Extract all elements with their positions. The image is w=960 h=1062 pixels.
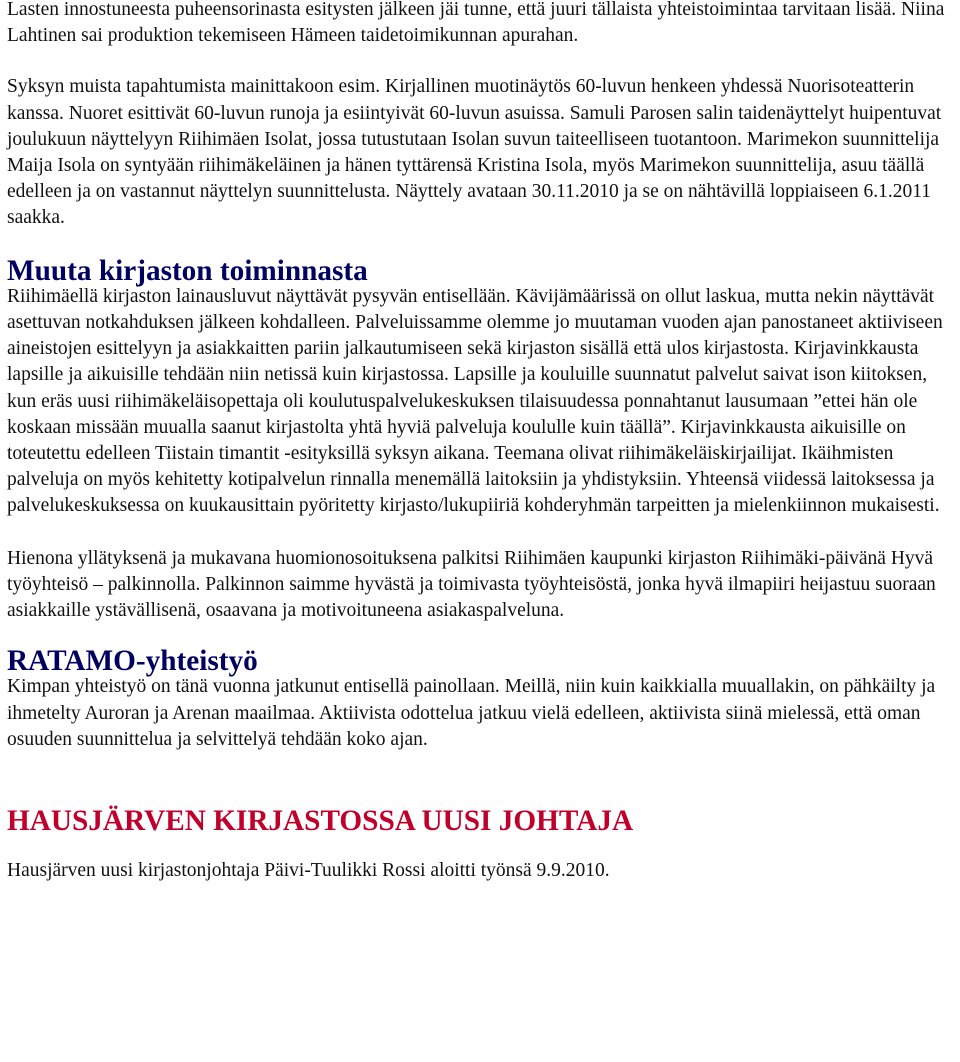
paragraph-autumn-events: Syksyn muista tapahtumista mainittakoon esim. Kirjallinen muotinäytös 60-luvun henkeen yhdessä Nuorisoteatterin kanssa. Nuoret esittivät 60-luvun runoja ja esiintyivät 60-luvun asuissa. Samuli Parosen salin taidenäyttelyt huipentuvat joulukuun näyttelyyn Riihimäen Isolat, jossa tutustutaan Isolan suvun taiteelliseen tuotantoon. Marimekon suunnittelija Maija Isola on syntyään riihimäkeläinen ja hänen tyttärensä Kristina Isola, myös Marimekon suunnittelija, asuu täällä edelleen ja on vastannut näyttelyn suunnittelusta. Näyttely avataan 30.11.2010 ja se on nähtävillä loppiaiseen 6.1.2011 saakka. [7,76,942,229]
section-heading-hausjarvi: HAUSJÄRVEN KIRJASTOSSA UUSI JOHTAJA [7,805,634,838]
section-heading-ratamo: RATAMO-yhteistyö [7,645,258,678]
paragraph-children-event: Lasten innostuneesta puheensorinasta esitysten jälkeen jäi tunne, että juuri tällaista yhteistoimintaa tarvitaan lisää. Niina Lahtinen sai produktion tekemiseen Hämeen taidetoimikunnan apurahan. [7,0,945,47]
paragraph-spacer [7,232,957,258]
paragraph-hausjarvi: Hausjärven uusi kirjastonjohtaja Päivi-Tuulikki Rossi aloitti työnsä 9.9.2010. [7,860,610,882]
section-heading-library-activities: Muuta kirjaston toiminnasta [7,254,368,287]
paragraph-spacer [7,834,957,858]
paragraph-spacer [7,49,957,74]
paragraph-spacer [7,520,957,546]
paragraph-award: Hienona yllätyksenä ja mukavana huomionosoituksena palkitsi Riihimäen kaupunki kirjaston Riihimäki-päivänä Hyvä työyhteisö – palkinnolla. Palkinnon saimme hyvästä ja toimivasta työyhteisöstä, jonka hyvä ilmapiiri heijastuu suoraan asiakkaille ystävällisenä, osaavana ja motivoituneena asiakaspalveluna. [7,547,936,622]
paragraph-spacer [7,753,957,808]
document-page [7,0,957,884]
paragraph-ratamo: Kimpan yhteistyö on tänä vuonna jatkunut entisellä painollaan. Meillä, niin kuin kaikkialla muuallakin, on pähkäilty ja ihmetelty Auroran ja Arenan maailmaa. Aktiivista odottelua jatkuu vielä edelleen, aktiivista siinä mielessä, että oman osuuden suunnittelua ja selvittelyä tehdään koko ajan. [7,676,936,750]
paragraph-library-activities: Riihimäellä kirjaston lainausluvut näyttävät pysyvän entisellään. Kävijämäärissä on ollut laskua, mutta nekin näyttävät asettuvan notkahduksen jälkeen kohdalleen. Palveluissamme olemme jo muutaman vuoden ajan panostaneet aktiiviseen aineistojen esittelyyn ja asiakkaitten pariin jalkautumiseen sekä kirjaston sisällä että ulos kirjastosta. Kirjavinkkausta lapsille ja aikuisille tehdään niin netissä kuin kirjastossa. Lapsille ja kouluille suunnatut palvelut saivat ison kiitoksen, kun eräs uusi riihimäkeläisopettaja oli koulutuspalvelukeskuksen tilaisuudessa ponnahtanut lausumaan ”ettei hän ole koskaan missään muualla saanut kirjastolta yhtä hyviä palveluja koululle kuin täällä”. Kirjavinkkausta aikuisille on toteutettu edelleen Tiistain timantit -esityksillä syksyn aikana. Teemana olivat riihimäkeläiskirjailijat. Ikäihmisten palveluja on myös kehitetty kotipalvelun rinnalla menemällä laitoksiin ja yhdistyksiin. Yhteensä viidessä laitoksessa ja palvelukeskuksessa on kuukausittain pyöritetty kirjasto/lukupiiriä kohderyhmän tarpeitten ja mielenkiinnon mukaisesti. [7,285,943,517]
